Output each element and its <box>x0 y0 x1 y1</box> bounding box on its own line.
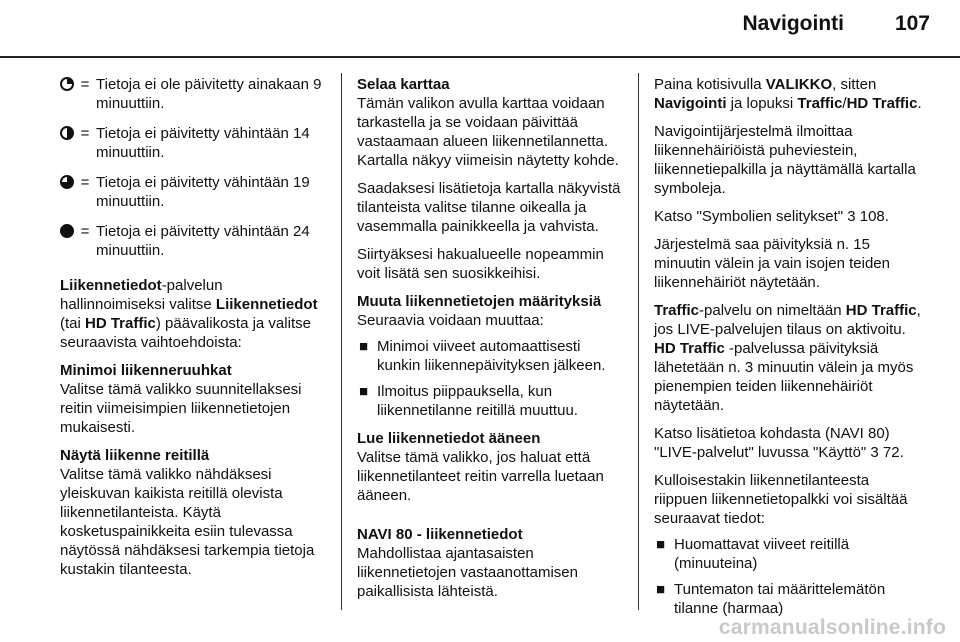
settings-heading: Muuta liikennetietojen määrityksiä <box>357 293 602 310</box>
symbol-row: = Tietoja ei päivitetty vähintään 14 minuuttiin. <box>60 124 327 162</box>
section-title: Navigointi <box>742 12 844 35</box>
show-traffic-heading: Näytä liikenne reitillä <box>60 447 210 464</box>
minimize-heading: Minimoi liikenneruuhkat <box>60 362 232 379</box>
bullet-square-icon: ■ <box>656 581 666 598</box>
paragraph: Katso "Symbolien selitykset" 3 108. <box>654 208 889 225</box>
symbol-text: Tietoja ei päivitetty vähintään 19 minuuttiin. <box>96 174 310 210</box>
three-quarter-circle-icon <box>60 175 74 189</box>
bullet-square-icon: ■ <box>359 338 369 355</box>
paragraph: Navigointijärjestelmä ilmoittaa liikennehäiriöistä puheviestein, liikennetiepalkilla ja näyttämällä kartalla symboleja. <box>654 123 916 197</box>
menu-path-paragraph: Paina kotisivulla VALIKKO, sitten Navigointi ja lopuksi Traffic/HD Traffic. <box>654 76 922 112</box>
list-item: ■ Minimoi viiveet automaattisesti kunkin liikennepäivityksen jälkeen. <box>359 338 606 374</box>
paragraph: Katso lisätietoa kohdasta (NAVI 80) "LIVE-palvelut" luvussa "Käyttö" 3 72. <box>654 425 904 461</box>
column-1 <box>60 75 327 588</box>
intro-paragraph: Liikennetiedot-palvelun hallinnoimiseksi valitse Liikennetiedot (tai HD Traffic) päävalikosta ja valitse seuraavista vaihtoehdoista: <box>60 277 318 351</box>
list-item: ■ Huomattavat viiveet reitillä (minuuteina) <box>656 536 850 572</box>
browse-text: Saadaksesi lisätietoja kartalla näkyvistä tilanteista valitse tilanne oikealla ja vasemmalla painikkeella ja vahvista. <box>357 180 621 235</box>
watermark: carmanualsonline.info <box>718 616 946 639</box>
settings-text: Seuraavia voidaan muuttaa: <box>357 312 544 329</box>
browse-map-heading: Selaa karttaa <box>357 76 450 93</box>
paragraph: Järjestelmä saa päivityksiä n. 15 minuutin välein ja vain isojen teiden liikennehäiriöt näytetään. <box>654 236 890 291</box>
full-circle-icon <box>60 224 74 238</box>
list-item: ■ Ilmoitus piippauksella, kun liikennetilanne reitillä muuttuu. <box>359 383 578 419</box>
column-2 <box>357 75 627 610</box>
navi80-text: Mahdollistaa ajantasaisten liikennetietojen vastaanottamisen paikallisista lähteistä. <box>357 545 578 600</box>
symbol-text: Tietoja ei päivitetty vähintään 24 minuuttiin. <box>96 223 310 259</box>
bullet-square-icon: ■ <box>359 383 369 400</box>
column-divider <box>341 73 342 610</box>
header-rule <box>0 56 960 58</box>
bullet-square-icon: ■ <box>656 536 666 553</box>
traffic-paragraph: Traffic-palvelu on nimeltään HD Traffic, jos LIVE-palvelujen tilaus on aktivoitu. HD Traffic -palvelussa päivityksiä lähetetään n. 3 minuutin välein ja myös pienempien teiden liikennehäiriöt näytetään. <box>654 302 921 414</box>
symbol-row: = Tietoja ei päivitetty vähintään 24 minuuttiin. <box>60 222 327 260</box>
symbol-text: Tietoja ei päivitetty vähintään 14 minuuttiin. <box>96 125 310 161</box>
show-traffic-text: Valitse tämä valikko nähdäksesi yleiskuvan kaikista reitillä olevista liikennetilanteista. Käytä kosketuspainikkeita esiin tulevassa näytössä nähdäksesi tarkempia tietoja kustakin tilanteesta. <box>60 466 315 578</box>
symbol-row: = Tietoja ei päivitetty vähintään 19 minuuttiin. <box>60 173 327 211</box>
symbol-text: Tietoja ei ole päivitetty ainakaan 9 minuuttiin. <box>96 76 322 112</box>
browse-text: Siirtyäksesi hakualueelle nopeammin voit lisätä sen suosikkeihisi. <box>357 246 604 282</box>
minimize-text: Valitse tämä valikko suunnitellaksesi reitin viimeisimpien liikennetietojen mukaisesti. <box>60 381 302 436</box>
paragraph: Kulloisestakin liikennetilanteesta riippuen liikennetietopalkki voi sisältää seuraavat tiedot: <box>654 472 908 527</box>
column-divider <box>638 73 639 610</box>
read-aloud-heading: Lue liikennetiedot ääneen <box>357 430 541 447</box>
page-number: 107 <box>894 12 930 35</box>
symbol-row: = Tietoja ei ole päivitetty ainakaan 9 minuuttiin. <box>60 75 327 113</box>
navi80-heading: NAVI 80 - liikennetiedot <box>357 526 523 543</box>
page-header <box>0 0 960 58</box>
read-aloud-text: Valitse tämä valikko, jos haluat että liikennetilanteet reitin varrella luetaan ääneen. <box>357 449 604 504</box>
quarter-circle-icon <box>60 77 74 91</box>
column-3 <box>654 75 926 625</box>
list-item: ■ Tuntematon tai määrittelemätön tilanne (harmaa) <box>656 581 886 617</box>
browse-text: Tämän valikon avulla karttaa voidaan tarkastella ja se voidaan päivittää vastaamaan alueen liikennetilannetta. Kartalla näkyy viimeisin näytetty kohde. <box>357 95 619 169</box>
half-circle-icon <box>60 126 74 140</box>
